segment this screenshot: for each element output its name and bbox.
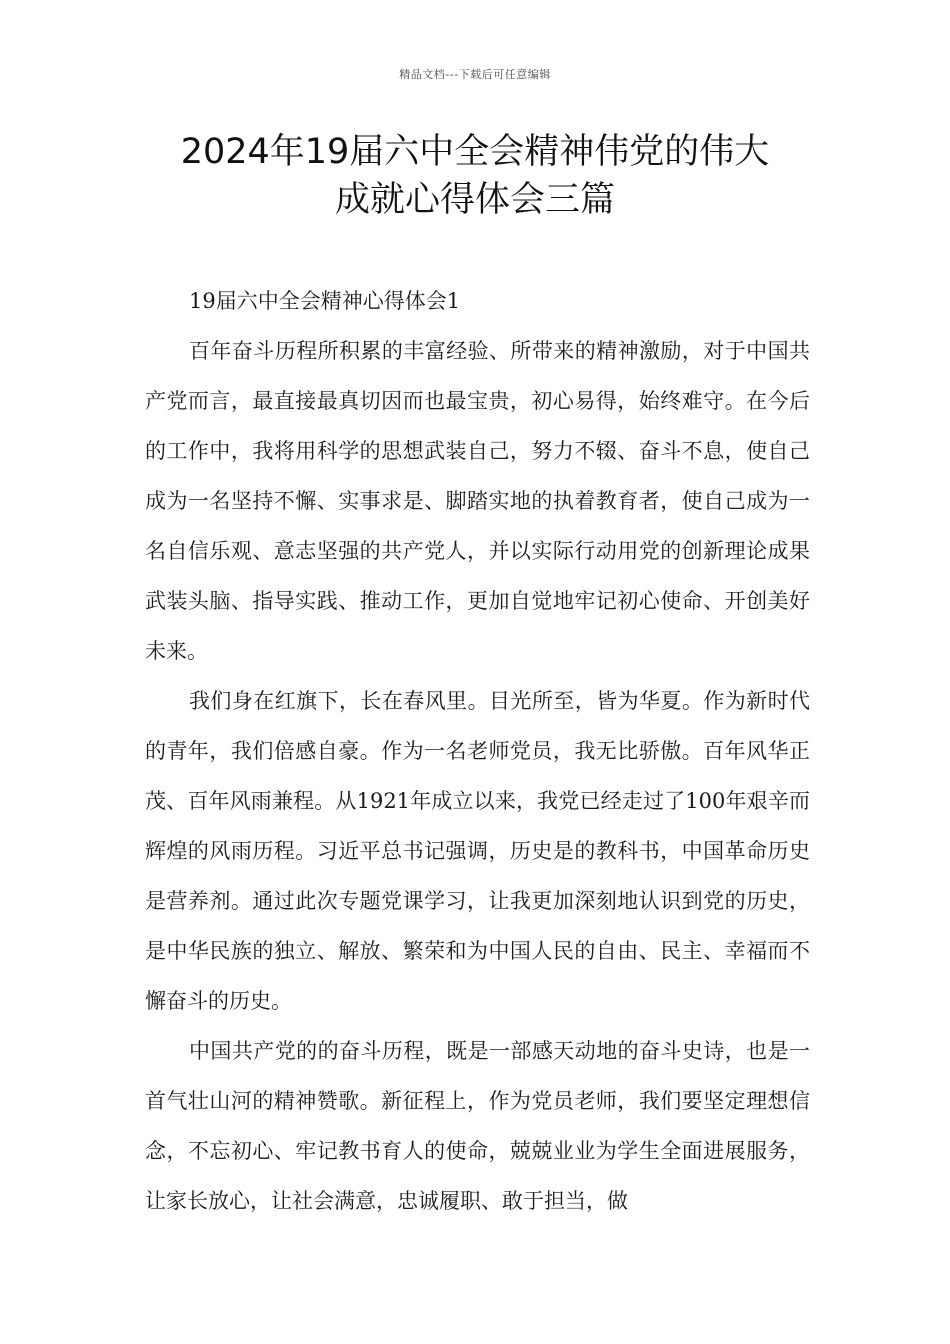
section-heading: 19届六中全会精神心得体会1 [189,289,461,313]
paragraph-1: 百年奋斗历程所积累的丰富经验、所带来的精神激励，对于中国共产党而言，最直接最真切因而也最宝贵，初心易得，始终难守。在今后的工作中，我将用科学的思想武装自己，努力不辍、奋斗不息，使自己成为一名坚持不懈、实事求是、脚踏实地的执着教育者，使自己成为一名自信乐观、意志坚强的共产党人，并以实际行动用党的创新理论成果武装头脑、指导实践、推动工作，更加自觉地牢记初心使命、开创美好未来。 [145,339,810,663]
title-line-2: 成就心得体会三篇 [334,180,615,220]
document-body [145,276,810,1226]
paragraph-2: 我们身在红旗下，长在春风里。目光所至，皆为华夏。作为新时代的青年，我们倍感自豪。作为一名老师党员，我无比骄傲。百年风华正茂、百年风雨兼程。从1921年成立以来，我党已经走过了100年艰辛而辉煌的风雨历程。习近平总书记强调，历史是的教科书，中国革命历史是营养剂。通过此次专题党课学习，让我更加深刻地认识到党的历史，是中华民族的独立、解放、繁荣和为中国人民的自由、民主、幸福而不懈奋斗的历史。 [145,689,810,1013]
title-line-1: 2024年19届六中全会精神伟党的伟大 [180,132,770,172]
header-note: 精品文档---下载后可任意编辑 [399,68,551,81]
document-title [90,128,860,224]
paragraph-3: 中国共产党的的奋斗历程，既是一部感天动地的奋斗史诗，也是一首气壮山河的精神赞歌。新征程上，作为党员老师，我们要坚定理想信念，不忘初心、牢记教书育人的使命，兢兢业业为学生全面进展服务，让家长放心，让社会满意，忠诚履职、敢于担当，做 [145,1039,810,1213]
